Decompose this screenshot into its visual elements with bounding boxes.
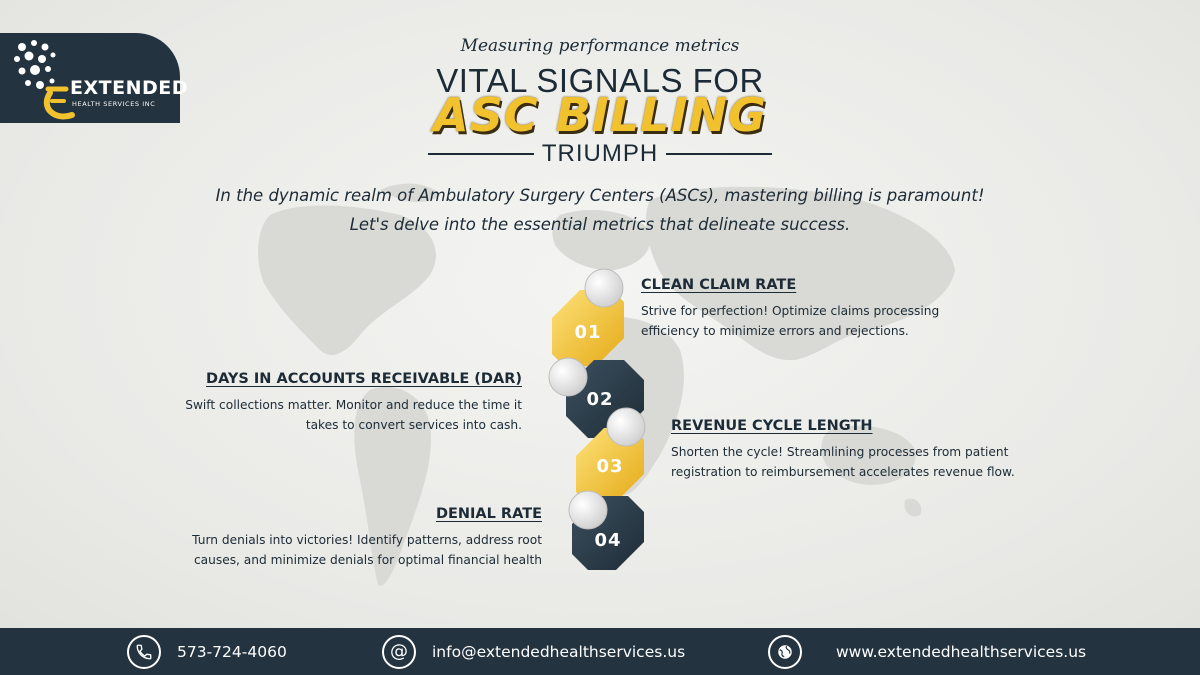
divider-right — [666, 153, 772, 155]
metric-days-in-ar — [166, 371, 522, 435]
step-number: 04 — [594, 530, 622, 551]
metric-title: DENIAL RATE — [435, 506, 542, 522]
step-01 — [552, 269, 624, 366]
divider-left — [428, 153, 534, 155]
metric-title: REVENUE CYCLE LENGTH — [671, 418, 873, 434]
title-line-1: VITAL SIGNALS FOR — [436, 62, 764, 99]
metric-clean-claim-rate — [641, 277, 971, 341]
metric-description: Swift collections matter. Monitor and reduce the time it takes to convert services into cash. — [185, 398, 522, 432]
metric-denial-rate — [176, 506, 542, 570]
logo-subtitle: HEALTH SERVICES INC — [72, 100, 156, 108]
title-line-3: TRIUMPH — [541, 140, 659, 167]
intro-paragraph: In the dynamic realm of Ambulatory Surgery Centers (ASCs), mastering billing is paramount! Let's delve into the essential metrics that delineate success. — [215, 186, 985, 234]
title-line-3-wrap — [428, 140, 772, 168]
metric-description: Shorten the cycle! Streamlining processes from patient registration to reimbursement accelerates revenue flow. — [671, 445, 1015, 479]
footer-email[interactable] — [382, 628, 685, 675]
footer-website[interactable] — [768, 628, 1086, 675]
footer-phone[interactable] — [127, 628, 287, 675]
step-number: 01 — [574, 322, 602, 343]
logo-wordmark: EXTENDED — [70, 77, 188, 99]
kicker-text: Measuring performance metrics — [460, 36, 740, 56]
metric-title: DAYS IN ACCOUNTS RECEIVABLE (DAR) — [206, 371, 522, 387]
phone-icon — [127, 635, 161, 669]
step-number: 03 — [596, 456, 624, 477]
contact-footer — [0, 628, 1200, 675]
metric-description: Strive for perfection! Optimize claims processing efficiency to minimize errors and rejections. — [641, 304, 940, 338]
step-04 — [569, 491, 644, 570]
footer-website-text[interactable]: www.extendedhealthservices.us — [836, 642, 1087, 661]
at-icon: @ — [382, 635, 416, 669]
steps-graphic — [540, 260, 670, 590]
metric-title: CLEAN CLAIM RATE — [641, 277, 797, 293]
metric-description: Turn denials into victories! Identify patterns, address root causes, and minimize denials for optimal financial health — [192, 533, 542, 567]
metric-revenue-cycle-length — [671, 418, 1041, 482]
globe-icon — [768, 635, 802, 669]
footer-phone-text[interactable]: 573-724-4060 — [177, 642, 287, 661]
title-line-2: ASC BILLING — [433, 88, 767, 142]
footer-email-text[interactable]: info@extendedhealthservices.us — [432, 642, 686, 661]
step-number: 02 — [586, 389, 614, 410]
